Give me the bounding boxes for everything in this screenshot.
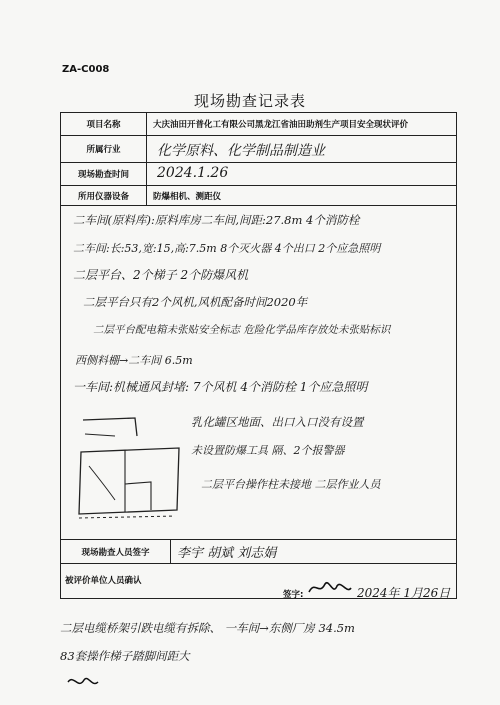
note-line: 一车间:机械通风封堵: 7个风机 4个消防栓 1个应急照明: [73, 380, 368, 394]
footer-note-line: 二层电缆桥架引跌电缆有拆除、 一车间→东侧厂房 34.5m: [60, 621, 355, 635]
document-title: 现场勘查记录表: [193, 92, 306, 110]
survey-form: [60, 112, 457, 599]
value-survey-time: 2024.1.26: [157, 165, 229, 181]
note-line: 二车间(原料库):原料库房二车间,间距:27.8m 4个消防栓: [73, 213, 360, 227]
note-line: 二车间:长:53,宽:15,高:7.5m 8个灭火器 4个出口 2个应急照明: [73, 242, 381, 255]
label-survey-time: 现场勘查时间: [61, 163, 147, 185]
label-client-confirmation: 被评价单位人员确认: [65, 576, 142, 586]
note-line: 二层平台配电箱未张贴安全标志 危险化学品库存放处未张贴标识: [93, 324, 391, 336]
label-project-name: 项目名称: [61, 113, 147, 135]
label-industry: 所属行业: [61, 136, 147, 162]
note-line: 乳化罐区地面、出口入口没有设置: [191, 415, 364, 429]
client-confirmation: [61, 564, 456, 600]
row-equipment: [61, 186, 456, 206]
value-industry: 化学原料、化学制品制造业: [157, 143, 325, 159]
row-project-name: [61, 113, 456, 136]
label-equipment: 所用仪器设备: [61, 186, 147, 205]
surveyor-signatures: 李宇 胡斌 刘志娟: [177, 546, 277, 561]
row-industry: [61, 136, 456, 163]
note-line: 二层平台只有2个风机,风机配备时间2020年: [83, 295, 308, 309]
value-equipment: 防爆相机、测距仪: [153, 191, 222, 202]
floor-plan-sketch: [75, 406, 185, 526]
row-survey-time: [61, 163, 456, 186]
note-line: 二层平台操作柱未接地 二层作业人员: [201, 478, 381, 491]
handwritten-notes-area: [61, 206, 456, 540]
label-surveyor-signature: 现场勘查人员签字: [61, 540, 171, 563]
footer-note-line: 83套操作梯子踏脚间距大: [60, 649, 190, 663]
value-project-name: 大庆油田开普化工有限公司黑龙江省油田助剂生产项目安全现状评价: [153, 120, 409, 130]
surveyor-signature-row: [61, 540, 456, 564]
confirmation-date: 2024年 1月26日: [357, 586, 451, 600]
client-signature: [307, 576, 353, 600]
note-line: 西侧料棚→二车间 6.5m: [75, 354, 193, 367]
note-line: 二层平台、2个梯子 2个防爆风机: [73, 268, 249, 282]
note-line: 未设置防爆工具 隔、2个报警器: [191, 444, 345, 457]
footer-initials: [66, 672, 100, 694]
document-code: ZA-C008: [62, 64, 110, 75]
label-signature: 签字:: [283, 590, 304, 600]
